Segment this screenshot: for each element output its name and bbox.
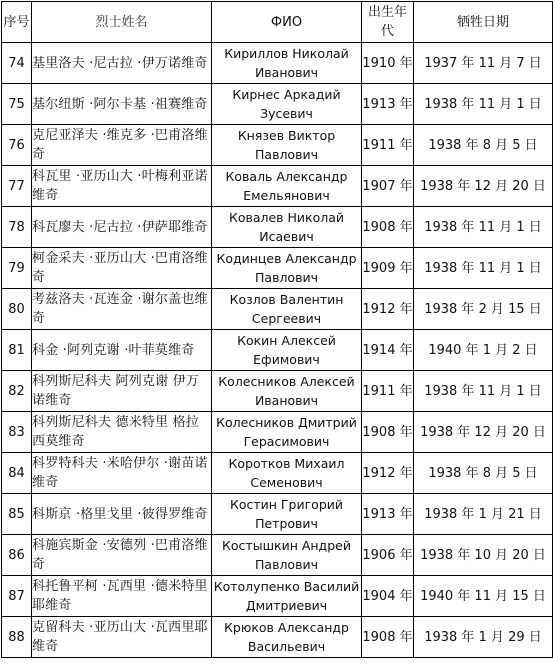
row-number: 83 bbox=[2, 412, 32, 453]
row-cn-name: 柯金采夫 ·亚历山大 ·巴甫洛维奇 bbox=[32, 248, 212, 289]
row-cn-name: 基里洛夫 ·尼古拉 ·伊万诺维奇 bbox=[32, 43, 212, 84]
row-death-date: 1938 年 12 月 20 日 bbox=[414, 166, 553, 207]
table-row bbox=[2, 617, 553, 658]
row-number: 86 bbox=[2, 535, 32, 576]
row-birth-year: 1912 年 bbox=[362, 453, 414, 494]
header-cn-name: 烈士姓名 bbox=[32, 2, 212, 43]
table-row bbox=[2, 289, 553, 330]
row-ru-name: Козлов Валентин Сергеевич bbox=[212, 289, 362, 330]
row-death-date: 1938 年 11 月 1 日 bbox=[414, 371, 553, 412]
header-death-date: 牺牲日期 bbox=[414, 2, 553, 43]
row-cn-name: 科瓦廖夫 ·尼古拉 ·伊萨耶维奇 bbox=[32, 207, 212, 248]
row-cn-name: 科瓦里 ·亚历山大 ·叶梅利亚诺维奇 bbox=[32, 166, 212, 207]
row-cn-name: 科列斯尼科夫 德米特里 格拉西莫维奇 bbox=[32, 412, 212, 453]
row-ru-name: Коротков Михаил Семенович bbox=[212, 453, 362, 494]
row-cn-name: 科列斯尼科夫 阿列克谢 伊万诺维奇 bbox=[32, 371, 212, 412]
row-birth-year: 1908 年 bbox=[362, 412, 414, 453]
row-birth-year: 1908 年 bbox=[362, 207, 414, 248]
row-cn-name: 克尼亚泽夫 ·维克多 ·巴甫洛维奇 bbox=[32, 125, 212, 166]
row-ru-name: Колесников Алексей Иванович bbox=[212, 371, 362, 412]
row-birth-year: 1913 年 bbox=[362, 84, 414, 125]
row-death-date: 1938 年 11 月 1 日 bbox=[414, 248, 553, 289]
row-birth-year: 1906 年 bbox=[362, 535, 414, 576]
row-ru-name: Кириллов Николай Иванович bbox=[212, 43, 362, 84]
row-ru-name: Костин Григорий Петрович bbox=[212, 494, 362, 535]
row-birth-year: 1911 年 bbox=[362, 371, 414, 412]
row-ru-name: Князев Виктор Павлович bbox=[212, 125, 362, 166]
table-row bbox=[2, 535, 553, 576]
row-cn-name: 考兹洛夫 ·瓦连金 ·谢尔盖也维奇 bbox=[32, 289, 212, 330]
row-number: 76 bbox=[2, 125, 32, 166]
row-number: 87 bbox=[2, 576, 32, 617]
table-row bbox=[2, 412, 553, 453]
row-death-date: 1938 年 1 月 29 日 bbox=[414, 617, 553, 658]
row-ru-name: Костышкин Андрей Павлович bbox=[212, 535, 362, 576]
header-birth-year: 出生年代 bbox=[362, 2, 414, 43]
row-number: 80 bbox=[2, 289, 32, 330]
header-ru-name: ФИО bbox=[212, 2, 362, 43]
row-death-date: 1937 年 11 月 7 日 bbox=[414, 43, 553, 84]
row-death-date: 1940 年 11 月 15 日 bbox=[414, 576, 553, 617]
row-number: 88 bbox=[2, 617, 32, 658]
row-ru-name: Котолупенко Василий Дмитриевич bbox=[212, 576, 362, 617]
table-row bbox=[2, 371, 553, 412]
table-row bbox=[2, 330, 553, 371]
table-row bbox=[2, 84, 553, 125]
row-death-date: 1938 年 1 月 21 日 bbox=[414, 494, 553, 535]
row-cn-name: 基尔纽斯 ·阿尔卡基 ·祖赛维奇 bbox=[32, 84, 212, 125]
row-death-date: 1938 年 2 月 15 日 bbox=[414, 289, 553, 330]
martyrs-table bbox=[1, 1, 553, 658]
row-number: 79 bbox=[2, 248, 32, 289]
header-number: 序号 bbox=[2, 2, 32, 43]
row-death-date: 1938 年 10 月 20 日 bbox=[414, 535, 553, 576]
row-number: 75 bbox=[2, 84, 32, 125]
row-birth-year: 1908 年 bbox=[362, 617, 414, 658]
row-ru-name: Ковалев Николай Исаевич bbox=[212, 207, 362, 248]
row-birth-year: 1913 年 bbox=[362, 494, 414, 535]
row-number: 77 bbox=[2, 166, 32, 207]
row-number: 81 bbox=[2, 330, 32, 371]
row-cn-name: 克留科夫 ·亚历山大 ·瓦西里耶维奇 bbox=[32, 617, 212, 658]
row-death-date: 1938 年 8 月 5 日 bbox=[414, 453, 553, 494]
row-birth-year: 1911 年 bbox=[362, 125, 414, 166]
row-ru-name: Кирнес Аркадий Зусевич bbox=[212, 84, 362, 125]
row-number: 74 bbox=[2, 43, 32, 84]
table-row bbox=[2, 453, 553, 494]
row-death-date: 1938 年 12 月 20 日 bbox=[414, 412, 553, 453]
row-birth-year: 1910 年 bbox=[362, 43, 414, 84]
row-ru-name: Кодинцев Александр Павлович bbox=[212, 248, 362, 289]
row-ru-name: Коваль Александр Емельянович bbox=[212, 166, 362, 207]
row-cn-name: 科罗特科夫 ·米哈伊尔 ·谢苗诺维奇 bbox=[32, 453, 212, 494]
table-row bbox=[2, 248, 553, 289]
row-cn-name: 科金 ·阿列克谢 ·叶菲莫维奇 bbox=[32, 330, 212, 371]
row-death-date: 1938 年 11 月 1 日 bbox=[414, 84, 553, 125]
table-row bbox=[2, 125, 553, 166]
row-birth-year: 1912 年 bbox=[362, 289, 414, 330]
table-row bbox=[2, 166, 553, 207]
row-cn-name: 科托鲁平柯 ·瓦西里 ·德米特里耶维奇 bbox=[32, 576, 212, 617]
row-cn-name: 科斯京 ·格里戈里 ·彼得罗维奇 bbox=[32, 494, 212, 535]
row-number: 84 bbox=[2, 453, 32, 494]
table-row bbox=[2, 43, 553, 84]
row-birth-year: 1904 年 bbox=[362, 576, 414, 617]
row-death-date: 1938 年 8 月 5 日 bbox=[414, 125, 553, 166]
row-ru-name: Крюков Александр Васильевич bbox=[212, 617, 362, 658]
row-ru-name: Кокин Алексей Ефимович bbox=[212, 330, 362, 371]
table-row bbox=[2, 207, 553, 248]
row-number: 82 bbox=[2, 371, 32, 412]
row-birth-year: 1909 年 bbox=[362, 248, 414, 289]
row-death-date: 1938 年 11 月 1 日 bbox=[414, 207, 553, 248]
table-row bbox=[2, 494, 553, 535]
row-cn-name: 科施宾斯金 ·安德列 ·巴甫洛维奇 bbox=[32, 535, 212, 576]
table-row bbox=[2, 576, 553, 617]
row-ru-name: Колесников Дмитрий Герасимович bbox=[212, 412, 362, 453]
header-row bbox=[2, 2, 553, 43]
row-birth-year: 1907 年 bbox=[362, 166, 414, 207]
row-number: 85 bbox=[2, 494, 32, 535]
row-number: 78 bbox=[2, 207, 32, 248]
row-birth-year: 1914 年 bbox=[362, 330, 414, 371]
row-death-date: 1940 年 1 月 2 日 bbox=[414, 330, 553, 371]
